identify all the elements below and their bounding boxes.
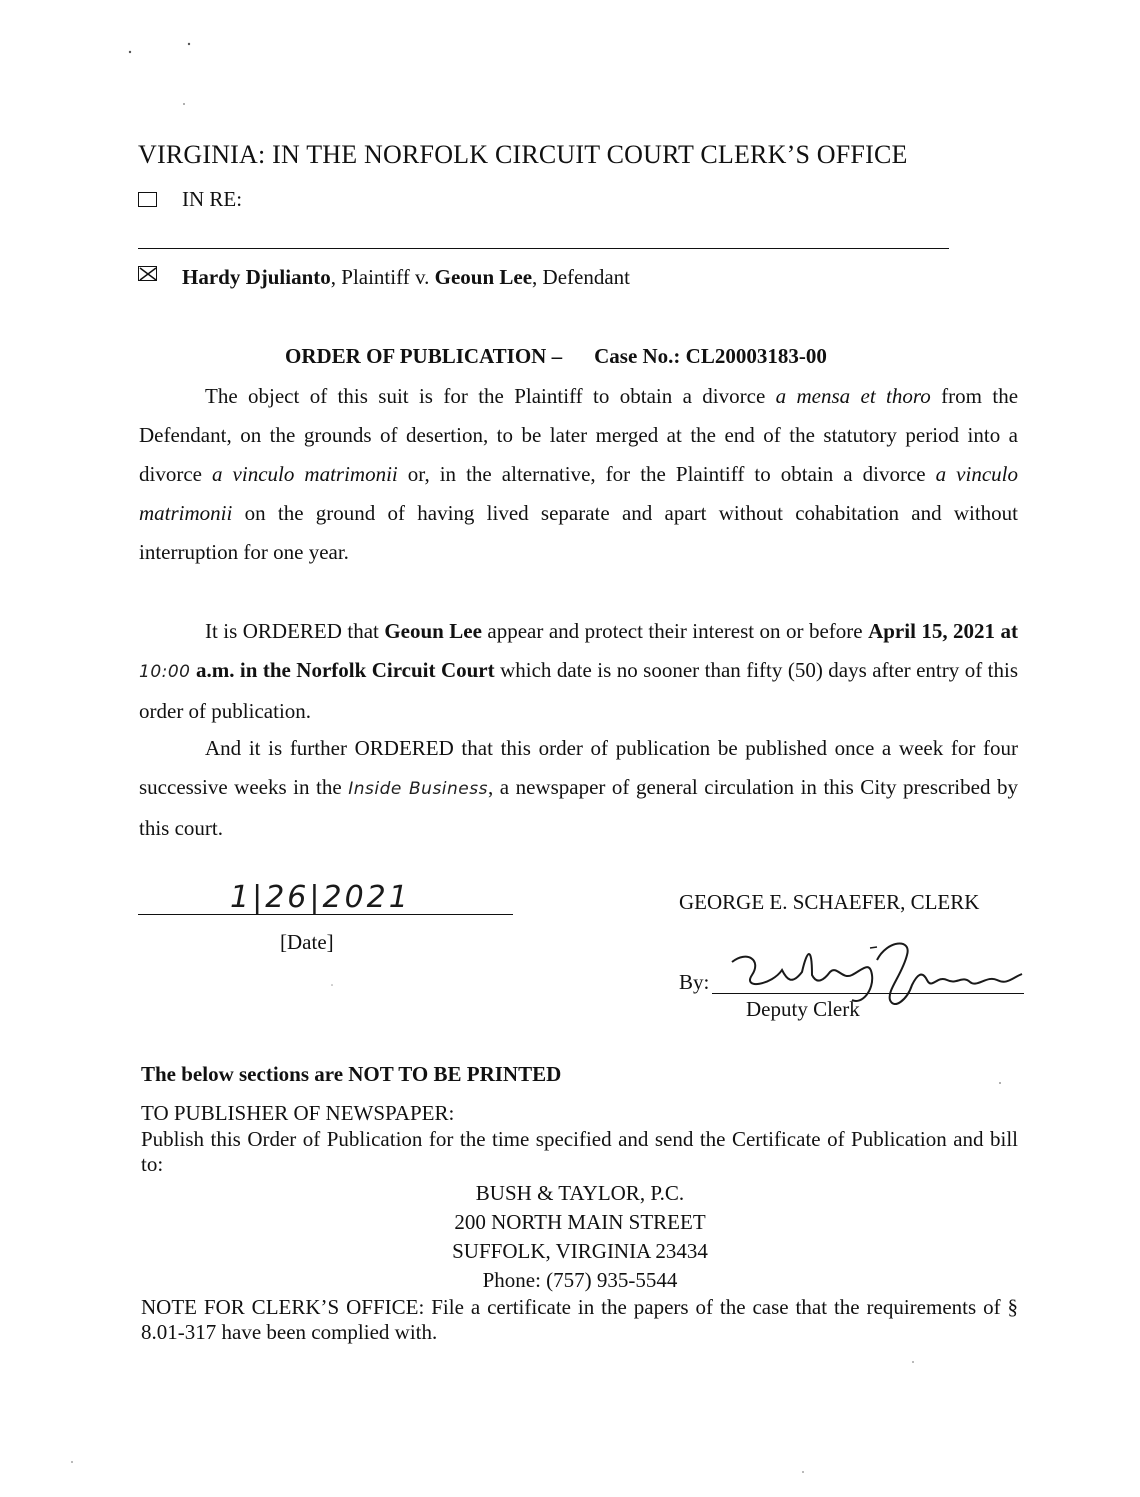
p2-defendant: Geoun Lee [384, 619, 482, 643]
address-street: 200 NORTH MAIN STREET [454, 1210, 706, 1234]
clerk-office-note: NOTE FOR CLERK’S OFFICE: File a certificate in the papers of the case that the requirements of § 8.01-317 have been complied with. [141, 1295, 1018, 1344]
p2-text-2: appear and protect their interest on or before [481, 619, 869, 643]
p2-text-1: It is ORDERED that [205, 619, 385, 643]
order-heading [285, 344, 827, 369]
in-re-label: IN RE: [182, 187, 243, 211]
p1-latin-2: a vinculo matrimonii [212, 462, 398, 486]
handwritten-newspaper-name: Inside Business [348, 779, 488, 799]
publisher-instructions: Publish this Order of Publication for the time specified and send the Certificate of Publication and bill to: [141, 1127, 1018, 1176]
p3-text-2: , a newspaper of general circulation in this City prescribed by this court. [139, 775, 1018, 840]
p1-text-3: or, in the alternative, for the Plaintiff to obtain a divorce [397, 462, 936, 486]
case-number: Case No.: CL20003183-00 [594, 344, 827, 368]
order-title: ORDER OF PUBLICATION – [285, 344, 563, 368]
address-city: SUFFOLK, VIRGINIA 23434 [452, 1239, 708, 1263]
defendant-name: Geoun Lee [434, 265, 533, 289]
address-firm: BUSH & TAYLOR, P.C. [475, 1181, 685, 1205]
plaintiff-role: , Plaintiff v. [330, 265, 435, 289]
in-re-checkbox[interactable] [138, 192, 157, 207]
deputy-clerk-label: Deputy Clerk [746, 997, 860, 1021]
p2-text-3: which date is no sooner than fifty (50) days after entry of this order of publication. [139, 658, 1018, 723]
p2-court: a.m. in the Norfolk Circuit Court [190, 658, 495, 682]
not-printed-heading: The below sections are NOT TO BE PRINTED [141, 1062, 562, 1086]
plaintiff-name: Hardy Djulianto [182, 265, 331, 289]
p1-text-4: on the ground of having lived separate and apart without cohabitation and without interruption for one year. [139, 501, 1018, 564]
court-header: VIRGINIA: IN THE NORFOLK CIRCUIT COURT CLERK’S OFFICE [138, 140, 908, 169]
by-label: By: [679, 970, 710, 994]
parties-checkbox-checked[interactable] [138, 266, 157, 281]
p1-latin-3: a vinculo matrimonii [139, 462, 1018, 525]
address-phone: Phone: (757) 935-5544 [482, 1268, 678, 1292]
p1-text-1: The object of this suit is for the Plaintiff to obtain a divorce [205, 384, 776, 408]
paragraph-appearance-order [139, 612, 1018, 731]
paragraph-publication-order [139, 729, 1018, 848]
x-mark-icon [139, 267, 158, 282]
to-publisher-heading: TO PUBLISHER OF NEWSPAPER: [141, 1101, 455, 1125]
handwritten-date: 1|26|2021 [230, 880, 411, 915]
date-label: [Date] [280, 930, 334, 954]
in-re-blank-line [138, 248, 949, 249]
p1-latin-1: a mensa et thoro [775, 384, 931, 408]
p3-text-1: And it is further ORDERED that this order of publication be published once a week for four successive weeks in the [139, 736, 1018, 799]
defendant-role: , Defendant [532, 265, 630, 289]
handwritten-time: 10:00 [139, 662, 191, 682]
billing-address [380, 1179, 780, 1295]
p2-date: April 15, 2021 at [868, 619, 1019, 643]
paragraph-object-of-suit [139, 377, 1018, 572]
clerk-name: GEORGE E. SCHAEFER, CLERK [679, 890, 980, 914]
p1-text-2: from the Defendant, on the grounds of desertion, to be later merged at the end of the statutory period into a divorce [139, 384, 1019, 486]
date-line [138, 914, 513, 915]
case-parties [182, 265, 630, 290]
